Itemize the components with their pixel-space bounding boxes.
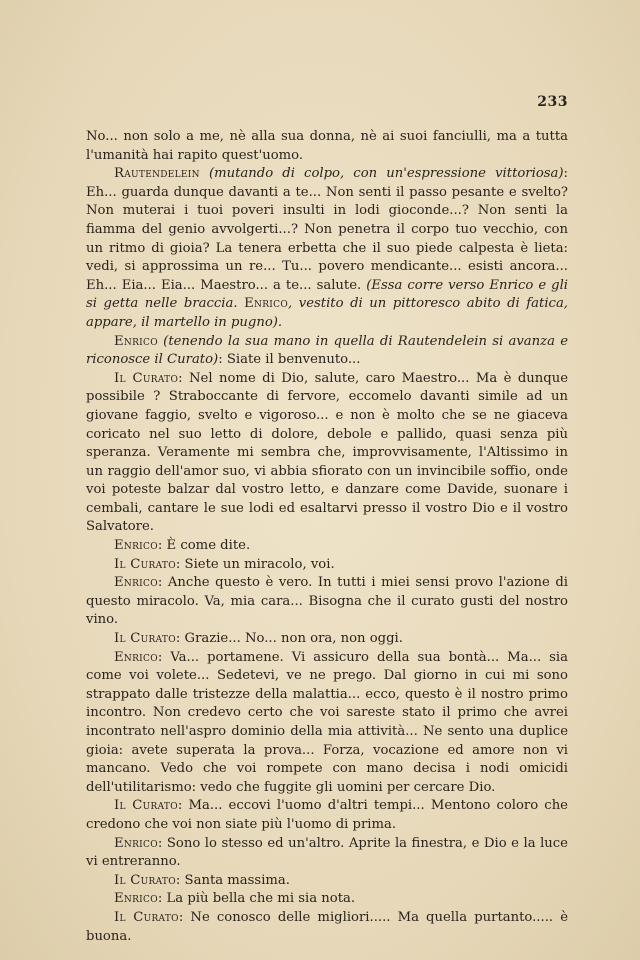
paragraph: [86, 333, 568, 370]
dialogue-text: : È come dite.: [157, 538, 251, 554]
dialogue-text: : Nel nome di Dio, salute, caro Maestro... Ma è dunque possibile ? Straboccante di fervore, eccomelo davanti simile ad un giovane faggio, svelto e vigoroso... e non è molto che se ne giaceva coricato nel suo letto di dolore, debole e pallido, quasi senza più speranza. Veramente mi sembra che, improvvisamente, l'Altissimo in un raggio dell'amor suo, vi abbia sfiorato con un invincibile soffio, onde voi poteste balzar dal vostro letto, e danzare come Davide, suonare i cembali, cantare le sue lodi ed esaltarvi presso il vostro Dio e il vostro Salvatore.: [86, 370, 568, 535]
speaker-name: Il Curato: [114, 872, 176, 888]
stage-direction: (mutando di colpo, con un'espressione vittoriosa): [208, 166, 564, 182]
dialogue-text: : Siete un miracolo, voi.: [175, 556, 335, 572]
dialogue-text: : Santa massima.: [175, 872, 290, 888]
stage-direction: (tenendo la sua mano in quella di Rautendelein si avanza e riconosce il Curato): [86, 333, 568, 368]
speaker-name: Il Curato: [114, 370, 179, 386]
paragraph: [86, 909, 568, 946]
speaker-name: Il Curato: [114, 556, 176, 572]
dialogue-text: : La più bella che mi sia nota.: [157, 891, 356, 907]
page-number: 233: [537, 94, 568, 110]
speaker-name: Rautendelein: [114, 166, 200, 182]
dialogue-text: No... non solo a me, nè alla sua donna, nè ai suoi fanciulli, ma a tutta l'umanità hai rapito quest'uomo.: [86, 129, 568, 163]
dialogue-text: : Sono lo stesso ed un'altro. Aprite la finestra, e Dio e la luce vi entreranno.: [86, 835, 568, 870]
dialogue-text: [200, 166, 209, 181]
paragraph: [86, 165, 568, 332]
paragraph: [86, 797, 568, 834]
paragraph: [86, 872, 568, 891]
dialogue-text: : Va... portamene. Vi assicuro della sua bontà... Ma... sia come voi volete... Sedetevi, ve ne prego. Dal giorno in cui mi sono strappato dalle tristezze della malattia... ecco, questo è il nostro primo incontro. Non credevo certo che voi sareste stato il primo che avrei incontrato nell'aspro dominio della mia attività... Ne sento una duplice gioia: avete superata la prova... Forza, vocazione ed amore non vi mancano. Vedo che voi rompete con mano decisa i nodi omicidi dell'utilitarismo: vedo che fuggite gli uomini per cercare Dio.: [86, 649, 568, 795]
dialogue-text: : Ne conosco delle migliori..... Ma quella purtanto..... è buona.: [86, 909, 568, 944]
paragraph: [86, 128, 568, 165]
speaker-name: Enrico: [114, 538, 158, 554]
speaker-name: Il Curato: [114, 909, 179, 925]
body-text: [86, 128, 568, 946]
paragraph: [86, 556, 568, 575]
speaker-name: Enrico: [244, 296, 288, 312]
stage-direction: , vestito di un pittoresco abito di fatica, appare, il martello in pugno).: [86, 296, 568, 330]
speaker-name: Il Curato: [114, 798, 178, 814]
paragraph: [86, 630, 568, 649]
speaker-name: Enrico: [114, 333, 158, 349]
dialogue-text: : Ma... eccovi l'uomo d'altri tempi... Mentono coloro che credono che voi non siate più l'uomo di prima.: [86, 798, 568, 832]
speaker-name: Enrico: [114, 891, 158, 907]
paragraph: [86, 835, 568, 872]
paragraph: [86, 370, 568, 537]
paragraph: [86, 890, 568, 909]
dialogue-text: : Anche questo è vero. In tutti i miei sensi provo l'azione di questo miracolo. Va, mia cara... Bisogna che il curato gusti del nostro vino.: [86, 575, 568, 628]
speaker-name: Enrico: [114, 835, 158, 851]
dialogue-text: : Siate il benvenuto...: [218, 352, 361, 368]
speaker-name: Il Curato: [114, 631, 176, 647]
stage-direction: (Essa corre verso Enrico e gli si getta nelle braccia.: [86, 277, 569, 312]
speaker-name: Enrico: [114, 575, 158, 591]
speaker-name: Enrico: [114, 649, 158, 665]
paragraph: [86, 537, 568, 556]
dialogue-text: : Eh... guarda dunque davanti a te... Non senti il passo pesante e svelto? Non muterai i tuoi poveri insulti in lodi gioconde...? Non senti la fiamma del genio avvolgerti...? Non penetra il corpo tuo vecchio, con un ritmo di gioia? La tenera erbetta che il suo piede calpesta è lieta: vedi, si approssima un re... Tu... povero mendicante... esisti ancora... Eh... Eia... Eia... Maestro... a te... salute.: [86, 166, 568, 293]
paragraph: [86, 574, 568, 630]
dialogue-text: : Grazie... No... non ora, non oggi.: [175, 631, 403, 647]
paragraph: [86, 649, 568, 798]
